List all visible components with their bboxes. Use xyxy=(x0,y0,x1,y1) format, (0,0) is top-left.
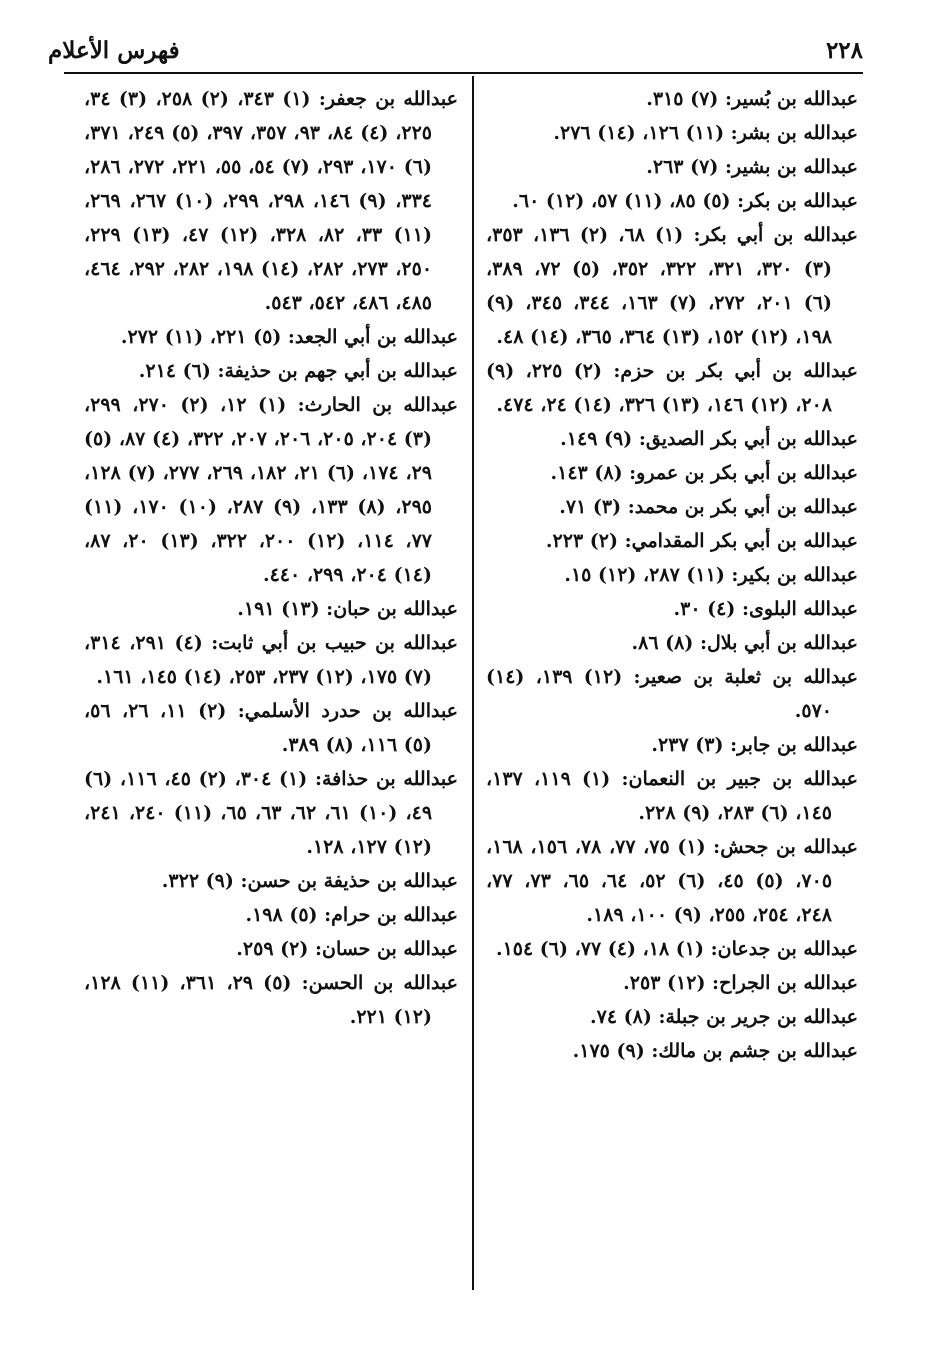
index-entry: عبدالله بن الحسن: (٥) ٢٩، ٣٦١، (١١) ١٢٨، (١٢) ٢٢١. xyxy=(84,972,459,1028)
index-entry: عبدالله بن الجراح: (١٢) ٢٥٣. xyxy=(623,972,858,994)
index-entry: عبدالله بن بكر: (٥) ٨٥، (١١) ٥٧، (١٢) ٦٠. xyxy=(512,190,858,212)
index-column-right xyxy=(486,82,858,1068)
index-entry: عبدالله بن جشم بن مالك: (٩) ١٧٥. xyxy=(572,1040,858,1062)
index-entry: عبدالله بن جبير بن النعمان: (١) ١١٩، ١٣٧، ١٤٥، (٦) ٢٨٣، (٩) ٢٢٨. xyxy=(486,768,858,824)
header-rule xyxy=(64,72,863,74)
index-entry: عبدالله بن بُسير: (٧) ٣١٥. xyxy=(646,88,858,110)
index-entry: عبدالله بن جعفر: (١) ٣٤٣، (٢) ٢٥٨، (٣) ٣٤، ٢٢٥، (٤) ٨٤، ٩٣، ٣٥٧، ٣٩٧، (٥) ٢٤٩، ٣٧١، (٦) ١٧٠، ٢٩٣، (٧) ٥٤، ٥٥، ٢٢١، ٢٧٢، ٢٨٦، ٣٣٤، (٩) ١٤٦، ٢٩٨، ٢٩٩، (١٠) ٢٦٧، ٢٦٩، (١١) ٣٣، ٨٢، ٣٢٨، (١٢) ٤٧، (١٣) ٢٢٩، ٢٥٠، ٢٧٣، ٢٨٢، (١٤) ١٩٨، ٢٨٢، ٢٩٢، ٤٦٤، ٤٨٥، ٤٨٦، ٥٤٢، ٥٤٣. xyxy=(84,88,458,314)
index-entry: عبدالله بن أبي بكر الصديق: (٩) ١٤٩. xyxy=(560,428,858,450)
index-entry: عبدالله بن بشير: (٧) ٢٦٣. xyxy=(646,156,858,178)
index-entry: عبدالله بن أبي بكر بن محمد: (٣) ٧١. xyxy=(559,496,858,518)
index-entry: عبدالله بن ثعلبة بن صعير: (١٢) ١٣٩، (١٤) ٥٧٠. xyxy=(486,666,858,722)
index-entry: عبدالله بن جرير بن جبلة: (٨) ٧٤. xyxy=(590,1006,858,1028)
index-entry: عبدالله بن بكير: (١١) ٢٨٧، (١٢) ١٥. xyxy=(564,564,858,586)
index-entry: عبدالله بن أبي بكر بن عمرو: (٨) ١٤٣. xyxy=(550,462,858,484)
page-number: ٢٢٨ xyxy=(825,36,863,64)
index-entry: عبدالله بن جابر: (٣) ٢٣٧. xyxy=(651,734,858,756)
index-entry: عبدالله بن جدعان: (١) ١٨، (٤) ٧٧، (٦) ١٥٤. xyxy=(495,938,858,960)
index-entry: عبدالله بن جحش: (١) ٧٥، ٧٧، ٧٨، ١٥٦، ١٦٨، ٧٠٥، (٥) ٤٥، (٦) ٥٢، ٦٤، ٦٥، ٧٣، ٧٧، ٢٤٨، ٢٥٤، ٢٥٥، (٩) ١٠٠، ١٨٩. xyxy=(486,836,859,926)
index-column-left xyxy=(84,82,458,1034)
index-entry: عبدالله بن أبي بكر المقدامي: (٢) ٢٢٣. xyxy=(545,530,858,552)
index-entry: عبدالله بن حبيب بن أبي ثابت: (٤) ٢٩١، ٣١٤، (٧) ١٧٥، (١٢) ٢٣٧، ٢٥٣، (١٤) ١٤٥، ١٦١. xyxy=(84,632,459,688)
index-entry: عبدالله بن حذافة: (١) ٣٠٤، (٢) ٤٥، ١١٦، (٦) ٤٩، (١٠) ٦١، ٦٢، ٦٣، ٦٥، (١١) ٢٤٠، ٢٤١، (١٢) ١٢٧، ١٢٨. xyxy=(84,768,458,858)
index-entry: عبدالله بن حسان: (٢) ٢٥٩. xyxy=(236,938,458,960)
index-entry: عبدالله بن الحارث: (١) ١٢، (٢) ٢٧٠، ٢٩٩، (٣) ٢٠٤، ٢٠٥، ٢٠٦، ٢٠٧، ٣٢٢، (٤) ٨٧، (٥) ٢٩، ١٧٤، (٦) ٢١، ١٨٢، ٢٦٩، ٢٧٧، (٧) ١٢٨، ٢٩٥، (٨) ١٣٣، (٩) ٢٨٧، (١٠) ١٧٠، (١١) ٧٧، ١١٤، (١٢) ٢٠٠، ٣٢٢، (١٣) ٢٠، ٨٧، (١٤) ٢٠٤، ٢٩٩، ٤٤٠. xyxy=(84,394,458,586)
index-entry: عبدالله بن حذيفة بن حسن: (٩) ٣٢٢. xyxy=(161,870,458,892)
column-divider xyxy=(472,76,474,1290)
page-header xyxy=(48,30,863,70)
index-entry: عبدالله بن حرام: (٥) ١٩٨. xyxy=(245,904,458,926)
index-entry: عبدالله البلوى: (٤) ٣٠. xyxy=(673,598,858,620)
index-entry: عبدالله بن أبي جهم بن حذيفة: (٦) ٢١٤. xyxy=(138,360,458,382)
index-entry: عبدالله بن أبي الجعد: (٥) ٢٢١، (١١) ٢٧٢. xyxy=(120,326,458,348)
index-entry: عبدالله بن حدرد الأسلمي: (٢) ١١، ٢٦، ٥٦، (٥) ١١٦، (٨) ٣٨٩. xyxy=(84,700,459,756)
index-entry: عبدالله بن أبي بكر بن حزم: (٢) ٢٢٥، (٩) ٢٠٨، (١٢) ١٤٦، (١٣) ٣٢٦، (١٤) ٢٤، ٤٧٤. xyxy=(486,360,858,416)
index-entry: عبدالله بن أبي بكر: (١) ٦٨، (٢) ١٣٦، ٣٥٣، (٣) ٣٢٠، ٣٢١، ٣٢٢، ٣٥٢، (٥) ٧٢، ٣٨٩، (٦) ٢٠١، ٢٧٢، (٧) ١٦٣، ٣٤٤، ٣٤٥، (٩) ١٩٨، (١٢) ١٥٢، (١٣) ٣٦٤، ٣٦٥، (١٤) ٤٨. xyxy=(486,224,859,348)
index-entry: عبدالله بن بشر: (١١) ١٢٦، (١٤) ٢٧٦. xyxy=(553,122,858,144)
index-entry: عبدالله بن حبان: (١٣) ١٩١. xyxy=(237,598,458,620)
running-title: فهرس الأعلام xyxy=(48,36,180,64)
index-entry: عبدالله بن أبي بلال: (٨) ٨٦. xyxy=(631,632,858,654)
